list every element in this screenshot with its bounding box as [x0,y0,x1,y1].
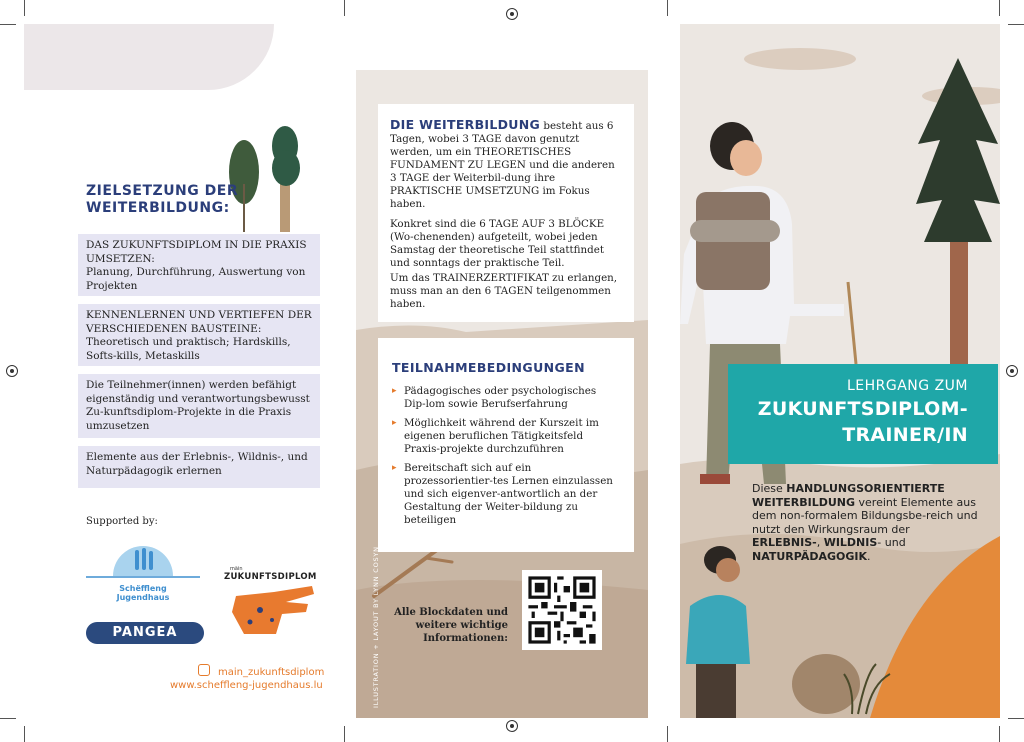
qr-code[interactable] [522,570,602,650]
registration-mark [506,720,518,732]
course-title-line: LEHRGANG ZUM [846,378,968,394]
supported-by-label: Supported by: [86,516,158,527]
jugendhaus-hands-icon [80,544,206,580]
crop-mark [24,726,25,742]
conditions-card [378,338,634,552]
description-bold: ERLEBNIS- [752,536,817,549]
goals-title-line: WEITERBILDUNG: [86,200,230,216]
crop-mark [1008,24,1024,25]
pangea-logo [86,622,204,644]
weiterbildung-title: DIE WEITERBILDUNG [390,117,541,132]
blockdaten-line: Informationen: [423,633,508,644]
decorative-blob [24,24,274,90]
description-text: - und [877,536,906,549]
registration-mark [6,365,18,377]
registration-mark [506,8,518,20]
jugendhaus-logo [80,544,206,600]
crop-mark [667,726,668,742]
crop-mark [999,0,1000,16]
description-text: Diese [752,482,783,495]
instagram-handle[interactable]: main_zukunftsdiplom [218,667,325,678]
crop-mark [24,0,25,16]
orange-hand-icon [224,582,320,640]
crop-mark [999,726,1000,742]
goal-box [78,234,320,296]
goal-body: Theoretisch und praktisch; Hardskills, Softs-kills, Metaskills [86,336,291,362]
course-title-box [728,364,998,464]
weiterbildung-paragraph-1: besteht aus 6 Tagen, wobei 3 TAGE davon genutzt werden, um ein THEORETISCHES FUNDAMENT ZU LEGEN und die anderen 3 TAGE der Weiterbil-dung ihre PRAKTISCHE UMSETZUNG im Fokus haben. [390,120,615,210]
course-description [752,482,980,563]
registration-mark [1006,365,1018,377]
website-link[interactable]: www.scheffleng-jugendhaus.lu [170,680,323,691]
goals-title [86,183,286,217]
crop-mark [0,24,16,25]
course-title-line: TRAINER/IN [842,424,968,446]
blockdaten-line: Alle Blockdaten und [394,607,508,618]
goal-body: Planung, Durchführung, Auswertung von Projekten [86,266,306,292]
goal-box [78,374,320,438]
crop-mark [667,0,668,16]
jugendhaus-logo-line: Jugendhaus [116,593,170,602]
condition-item: ▸ Bereitschaft sich auf ein prozessorientier-tes Lernen einzulassen und sich eigenver-antwortlich an der Gestaltung der Weiter-bildung zu beteiligen [392,462,620,527]
illustration-credit: ILLUSTRATION + LAYOUT BY LYNN COSYN [372,546,380,708]
blockdaten-line: weitere wichtige [415,620,508,631]
description-bold: WILDNIS [823,536,878,549]
zukunftsdiplom-logo-text: ZUKUNFTSDIPLOM [224,572,317,582]
crop-mark [0,718,16,719]
weiterbildung-paragraph-2: Konkret sind die 6 TAGE AUF 3 BLÖCKE (Wo-chenenden) aufgeteilt, wobei jeden Samstag der theoretische Teil stattfindet und sonntags der praktische Teil. [390,218,605,269]
crop-mark [344,726,345,742]
goal-box [78,446,320,488]
blockdaten-label [380,606,508,645]
crop-mark [1008,718,1024,719]
goal-body: Elemente aus der Erlebnis-, Wildnis-, und Naturpädagogik erlernen [86,451,308,477]
pangea-logo-text: PANGEA [112,625,178,640]
qr-code-icon [522,570,602,650]
description-text: vereint Elemente aus dem non-formalem Bildungsbe-reich und nutzt den Wirkungsraum der [752,495,978,536]
goal-heading: KENNENLERNEN UND VERTIEFEN DER VERSCHIEDENEN BAUSTEINE: [86,309,312,335]
instagram-row [198,664,324,678]
zukunftsdiplom-logo-small: mäin [230,566,243,572]
weiterbildung-paragraph-3: Um das TRAINERZERTIFIKAT zu erlangen, muss man an den 6 TAGEN teilgenommen haben. [390,272,618,310]
goals-title-line: ZIELSETZUNG DER [86,183,239,199]
trees-illustration [222,124,312,234]
crop-mark [344,0,345,16]
description-text: . [867,549,871,563]
description-text: , [816,536,821,549]
goal-box [78,304,320,366]
condition-item: ▸ Pädagogisches oder psychologisches Dip-lom sowie Berufserfahrung [392,385,620,411]
description-bold: HANDLUNGSORIENTIERTE WEITERBILDUNG [752,482,945,509]
instagram-icon [198,664,210,676]
conditions-title: TEILNAHMEBEDINGUNGEN [392,360,585,375]
zukunftsdiplom-logo [224,566,320,640]
course-title-line: ZUKUNFTSDIPLOM- [757,398,968,420]
condition-item: ▸ Möglichkeit während der Kurszeit im eigenen beruflichen Tätigkeitsfeld Praxis-projekte durchzuführen [392,417,620,456]
description-bold: NATURPÄDAGOGIK [752,549,868,563]
jugendhaus-logo-line: Schëffleng [119,584,167,593]
weiterbildung-card [378,104,634,322]
goal-body: Die Teilnehmer(innen) werden befähigt eigenständig und verantwortungsbewusst Zu-kunftsdiplom-Projekte in die Praxis umzusetzen [86,379,310,432]
goal-heading: DAS ZUKUNFTSDIPLOM IN DIE PRAXIS UMSETZEN: [86,239,307,265]
